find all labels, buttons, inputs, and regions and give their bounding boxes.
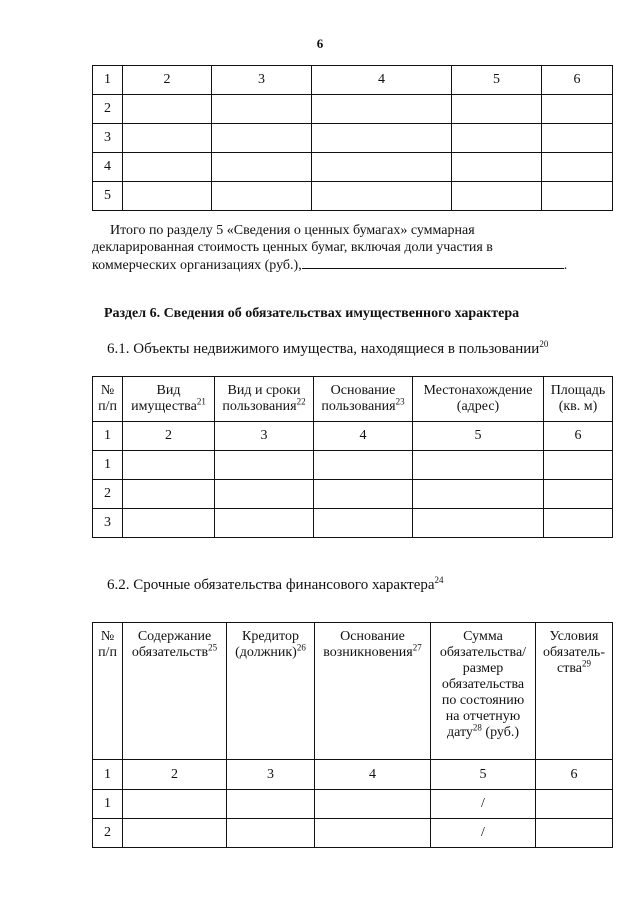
header-cell [314, 377, 413, 422]
amount-slash-cell: / [431, 819, 536, 848]
header-line: (кв. м) [558, 399, 598, 414]
header-cell [93, 377, 123, 422]
row-number: 4 [93, 153, 123, 182]
header-cell: 6 [542, 66, 613, 95]
row-number: 2 [93, 819, 123, 848]
footnote-ref: 24 [434, 575, 444, 585]
header-line: Сумма [463, 629, 503, 644]
cell [123, 819, 227, 848]
securities-table [92, 65, 613, 211]
table-row [93, 451, 613, 480]
footnote-ref: 27 [412, 642, 422, 653]
cell [212, 124, 312, 153]
header-line [315, 396, 411, 415]
table-row [93, 95, 613, 124]
page-number: 6 [316, 36, 324, 51]
footnote-ref: 29 [581, 658, 591, 669]
header-line: Содержание [137, 629, 212, 644]
header-text: возникновения [323, 645, 413, 660]
column-number: 5 [413, 422, 544, 451]
header-cell [431, 623, 536, 760]
table-row [93, 480, 613, 509]
column-number: 4 [315, 760, 431, 790]
cell [123, 790, 227, 819]
total-line-2: декларированная стоимость ценных бумаг, включая доли участия в [92, 240, 493, 255]
subsection-6-2-text: 6.2. Срочные обязательства финансового характера [107, 577, 435, 593]
header-cell [123, 623, 227, 760]
cell [312, 153, 452, 182]
cell [542, 182, 613, 211]
cell [215, 480, 314, 509]
header-line: Вид [156, 383, 181, 398]
subsection-6-2-title [107, 577, 444, 594]
row-number: 5 [93, 182, 123, 211]
header-line: Условия [549, 629, 599, 644]
header-line: Основание [330, 383, 396, 398]
table-row [93, 124, 613, 153]
cell [123, 124, 212, 153]
header-line: Площадь [550, 383, 606, 398]
cell [123, 451, 215, 480]
header-cell [215, 377, 314, 422]
cell [312, 95, 452, 124]
header-text: имущества [131, 399, 197, 414]
table-header-row [93, 623, 613, 760]
financial-obligations-table [92, 622, 613, 848]
footnote-ref: 23 [395, 396, 405, 407]
total-line-end: . [563, 258, 568, 273]
cell [542, 95, 613, 124]
table-header-row [93, 377, 613, 422]
header-text: пользования [321, 399, 396, 414]
cell [312, 124, 452, 153]
header-line [537, 658, 611, 677]
header-line [216, 396, 312, 415]
header-line: Кредитор [242, 629, 299, 644]
header-line: размер [462, 661, 504, 676]
column-number-row [93, 760, 613, 790]
total-line-3 [92, 256, 612, 274]
row-number: 3 [93, 124, 123, 153]
header-line: (адрес) [456, 399, 500, 414]
cell [312, 182, 452, 211]
table-row [93, 182, 613, 211]
header-line: обязатель- [543, 645, 605, 660]
real-estate-table [92, 376, 613, 538]
cell [212, 182, 312, 211]
header-line: на отчетную [445, 709, 521, 724]
table-header-row [93, 66, 613, 95]
cell [314, 451, 413, 480]
header-line [316, 642, 429, 661]
header-line: обязательства/ [439, 645, 527, 660]
column-number: 1 [93, 760, 123, 790]
header-line: обязательства [441, 677, 525, 692]
section6-title: Раздел 6. Сведения об обязательствах имущественного характера [104, 306, 520, 321]
header-text: ства [557, 661, 582, 676]
header-text: дату [447, 725, 473, 740]
row-number: 3 [93, 509, 123, 538]
total-line-3-text: коммерческих организациях (руб.), [92, 258, 302, 273]
cell [123, 182, 212, 211]
subsection-6-1-text: 6.1. Объекты недвижимого имущества, находящиеся в пользовании [107, 341, 540, 357]
amount-slash-cell: / [431, 790, 536, 819]
column-number: 5 [431, 760, 536, 790]
cell [536, 819, 613, 848]
footnote-ref: 22 [296, 396, 306, 407]
header-cell: 5 [452, 66, 542, 95]
section5-total-paragraph [92, 222, 612, 274]
footnote-ref: 20 [539, 339, 549, 349]
table-row [93, 790, 613, 819]
table-row [93, 819, 613, 848]
cell [314, 509, 413, 538]
cell [542, 153, 613, 182]
header-cell [544, 377, 613, 422]
cell [123, 95, 212, 124]
total-amount-blank[interactable] [302, 256, 564, 269]
footnote-ref: 21 [196, 396, 206, 407]
header-cell: 2 [123, 66, 212, 95]
subsection-6-1-title [107, 341, 548, 358]
header-line [228, 642, 313, 661]
header-line: № [100, 383, 115, 398]
header-line: № [100, 629, 115, 644]
cell [413, 480, 544, 509]
cell [215, 451, 314, 480]
cell [413, 509, 544, 538]
cell [315, 790, 431, 819]
cell [227, 790, 315, 819]
table-row [93, 153, 613, 182]
cell [544, 480, 613, 509]
footnote-ref: 28 [472, 722, 482, 733]
header-cell [413, 377, 544, 422]
row-number: 2 [93, 480, 123, 509]
header-line: Основание [340, 629, 405, 644]
cell [413, 451, 544, 480]
header-text: (руб.) [485, 725, 519, 740]
cell [212, 153, 312, 182]
header-cell: 3 [212, 66, 312, 95]
header-cell [123, 377, 215, 422]
header-line: Вид и сроки [227, 383, 301, 398]
header-line: Местонахождение [423, 383, 533, 398]
header-line [124, 396, 213, 415]
header-cell [227, 623, 315, 760]
cell [123, 480, 215, 509]
cell [452, 124, 542, 153]
row-number: 1 [93, 790, 123, 819]
cell [544, 451, 613, 480]
column-number: 6 [544, 422, 613, 451]
row-number: 2 [93, 95, 123, 124]
cell [227, 819, 315, 848]
column-number: 1 [93, 422, 123, 451]
header-text: пользования [222, 399, 297, 414]
footnote-ref: 25 [208, 642, 218, 653]
header-cell: 1 [93, 66, 123, 95]
header-cell [93, 623, 123, 760]
cell [452, 182, 542, 211]
table-row [93, 509, 613, 538]
header-text: обязательств [131, 645, 209, 660]
header-text: (должник) [235, 645, 297, 660]
column-number-row [93, 422, 613, 451]
header-cell [536, 623, 613, 760]
cell [212, 95, 312, 124]
header-cell [315, 623, 431, 760]
column-number: 2 [123, 422, 215, 451]
cell [452, 95, 542, 124]
header-line: по состоянию [441, 693, 525, 708]
header-line [124, 642, 225, 661]
column-number: 6 [536, 760, 613, 790]
cell [544, 509, 613, 538]
cell [123, 509, 215, 538]
column-number: 2 [123, 760, 227, 790]
cell [536, 790, 613, 819]
cell [123, 153, 212, 182]
cell [215, 509, 314, 538]
cell [452, 153, 542, 182]
header-cell: 4 [312, 66, 452, 95]
column-number: 3 [215, 422, 314, 451]
total-line-1: Итого по разделу 5 «Сведения о ценных бумагах» суммарная [110, 223, 475, 238]
cell [542, 124, 613, 153]
column-number: 3 [227, 760, 315, 790]
cell [314, 480, 413, 509]
footnote-ref: 26 [296, 642, 306, 653]
cell [315, 819, 431, 848]
header-line: п/п [98, 399, 117, 414]
column-number: 4 [314, 422, 413, 451]
header-line [432, 722, 534, 741]
header-line: п/п [98, 645, 117, 660]
row-number: 1 [93, 451, 123, 480]
